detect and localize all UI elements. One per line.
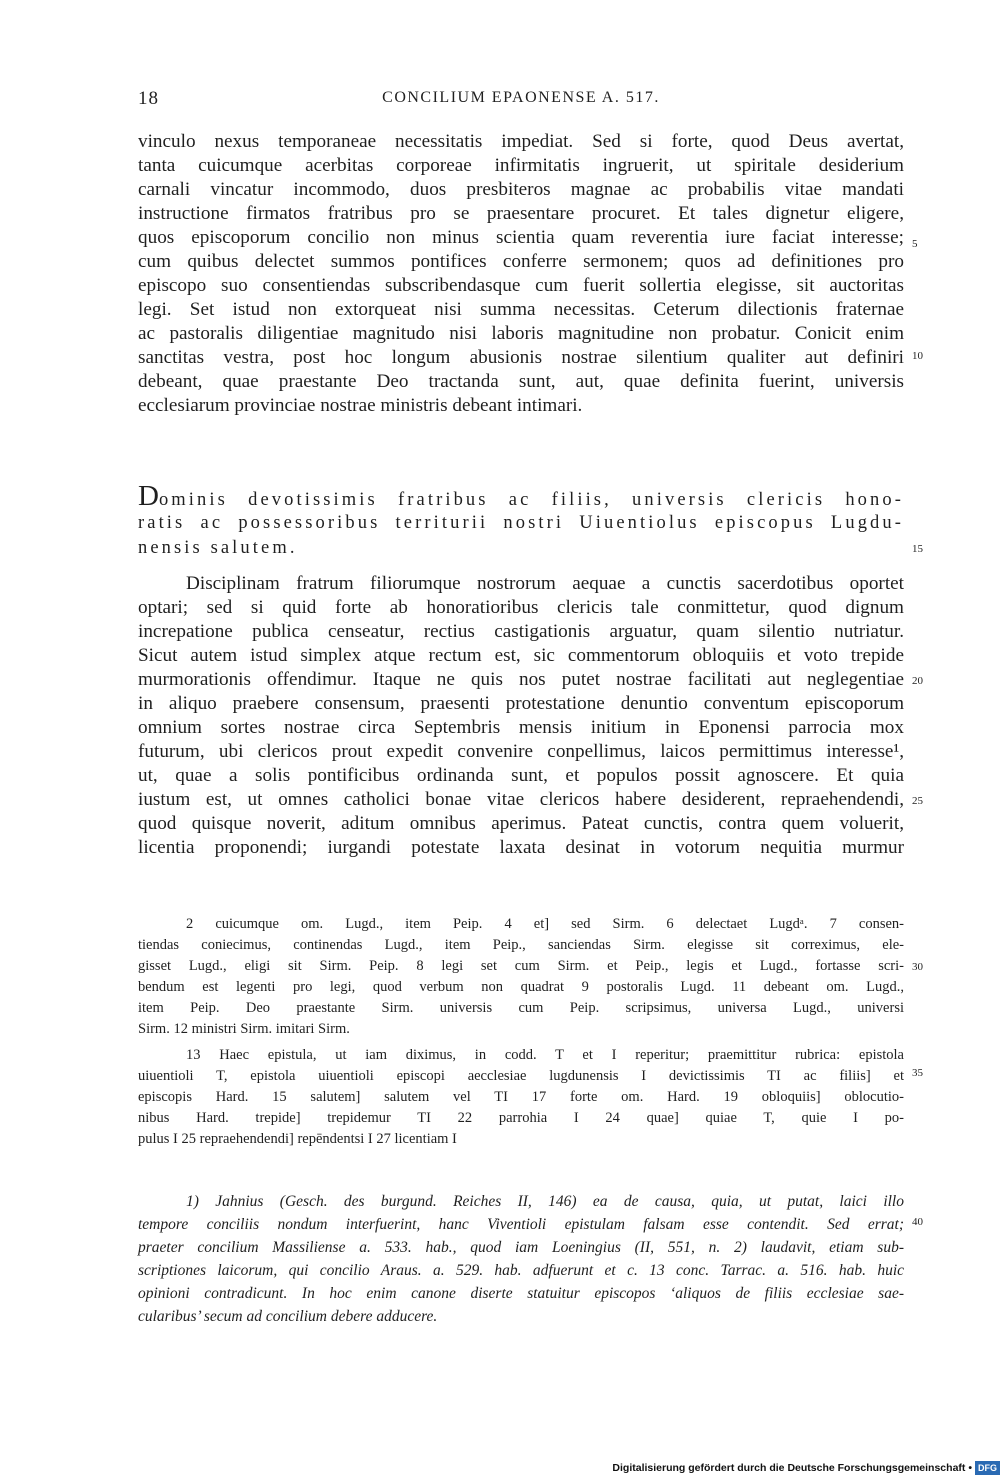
line-number: 30 [912, 961, 923, 973]
critical-apparatus-2 [138, 1045, 904, 1150]
apparatus-line: item Peip. Deo praestante Sirm. universis cum Peip. scripsimus, universa Lugd., universi [138, 1000, 904, 1016]
line-number: 10 [912, 350, 923, 362]
footnote [138, 1190, 904, 1328]
apparatus-line: pulus I 25 repraehendendi] repēndentsi I 27 licentiam I [138, 1131, 457, 1147]
apparatus-line: 13 Haec epistula, ut iam diximus, in codd. T et I reperitur; praemittitur rubrica: epistola [186, 1047, 904, 1063]
apparatus-line: Sirm. 12 ministri Sirm. imitari Sirm. [138, 1021, 350, 1037]
running-header [138, 88, 904, 114]
letter-address [138, 480, 904, 561]
text-line: iustum est, ut omnes catholici bonae vitae clericos habere desiderent, repraehendendi, [138, 789, 904, 810]
text-line: Sicut autem istud simplex atque rectum est, sic commentorum obloquiis et voto trepide [138, 645, 904, 666]
running-title: CONCILIUM EPAONENSE A. 517. [382, 89, 660, 106]
line-number: 25 [912, 795, 923, 807]
address-line: nensis salutem. [138, 538, 298, 558]
address-line [138, 480, 904, 512]
text-line: murmorationis offendimur. Itaque ne quis nos putet nostrae facilitati aut neglegentiae [138, 669, 904, 690]
text-line: cum quibus delectet summos pontifices conferre sermonem; quos ad definitiones pro [138, 251, 904, 272]
footnote-line: praeter concilium Massiliense a. 533. hab., quod iam Loeningius (II, 551, n. 2) laudavit, etiam sub- [138, 1239, 904, 1256]
text-line: in aliquo praebere consensum, praesenti protestatione denuntio conventum episcoporum [138, 693, 904, 714]
text-line: ac pastoralis diligentiae magnitudo nisi laboris magnitudine non probatur. Conicit enim [138, 323, 904, 344]
footnote-line: opinioni contradicunt. In hoc enim canone diserte statuitur episcopos ‘aliquos de filiis ecclesiae sae- [138, 1285, 904, 1302]
critical-apparatus-1 [138, 914, 904, 1040]
apparatus-line: 2 cuicumque om. Lugd., item Peip. 4 et] sed Sirm. 6 delectaet Lugdᵃ. 7 consen- [186, 916, 904, 932]
text-line: quos episcoporum concilio non minus scientia quam reverentia iure faciat interesse; [138, 227, 904, 248]
apparatus-line: tiendas coniecimus, continendas Lugd., item Peip., sanciendas Sirm. elegisse sit correximus, ele- [138, 937, 904, 953]
text-line: debeant, quae praestante Deo tractanda sunt, aut, quae definita fuerint, universis [138, 371, 904, 392]
text-line: futurum, ubi clericos prout expedit convenire conpellimus, laicos permittimus interesse¹, [138, 741, 904, 762]
footnote-line: scriptiones laicorum, qui concilio Araus. a. 529. hab. adfuerunt et c. 13 conc. Tarrac. a. 516. hab. huic [138, 1262, 904, 1279]
paragraph-1 [138, 130, 904, 418]
text-line: optari; sed si quid forte ab honoratioribus clericis tale conmittetur, quod dignum [138, 597, 904, 618]
footnote-line: 1) Jahnius (Gesch. des burgund. Reiches II, 146) ea de causa, quia, ut putat, laici illo [186, 1193, 904, 1210]
line-number: 5 [912, 238, 918, 250]
text-line: ecclesiarum provinciae nostrae ministris debeant intimari. [138, 395, 583, 416]
text-line: quod quisque noverit, aditum omnibus aperimus. Pateat cunctis, contra quem voluerit, [138, 813, 904, 834]
line-number: 35 [912, 1067, 923, 1079]
apparatus-line: gisset Lugd., eligi sit Sirm. Peip. 8 legi set cum Sirm. et Peip., legis et Lugd., fortasse scri- [138, 958, 904, 974]
text-line: increpatione publica censeatur, rectius castigationis arguatur, quam silentio nutriatur. [138, 621, 904, 642]
apparatus-line: uiuentioli T, epistola uiuentioli episcopi aecclesiae lugdunensis I devictissimis TI ac filiis] et [138, 1068, 904, 1084]
apparatus-line: bendum est legenti pro legi, quod verbum non quadrat 9 postoralis Lugd. 11 debeant om. Lugd., [138, 979, 904, 995]
text-line: Disciplinam fratrum filiorumque nostrorum aequae a cunctis sacerdotibus oportet [186, 573, 904, 594]
address-line-text: ominis devotissimis fratribus ac filiis, universis clericis hono- [158, 490, 904, 510]
apparatus-line: episcopis Hard. 15 salutem] salutem vel TI 17 forte om. Hard. 19 obloquiis] oblocutio- [138, 1089, 904, 1105]
digitization-footer [612, 1461, 1000, 1475]
paragraph-2 [138, 572, 904, 860]
text-line: licentia proponendi; iurgandi potestate laxata desinat in votorum nequitia murmur [138, 837, 904, 858]
page-number: 18 [138, 88, 159, 109]
text-line: vinculo nexus temporaneae necessitatis impediat. Sed si forte, quod Deus avertat, [138, 131, 904, 152]
dfg-logo: DFG [975, 1461, 1000, 1475]
text-line: sanctitas vestra, post hoc longum abusionis nostrae silentium qualiter aut definiri [138, 347, 904, 368]
address-line: ratis ac possessoribus territurii nostri Uiuentiolus episcopus Lugdu- [138, 513, 904, 533]
text-line: legi. Set istud non extorqueat nisi summa necessitas. Ceterum dilectionis fraternae [138, 299, 904, 320]
text-line: carnali vincatur incommodo, duos presbiteros magnae ac probabilis vitae mandati [138, 179, 904, 200]
text-line: instructione firmatos fratribus pro se praesentare procuret. Et tales dignetur eligere, [138, 203, 904, 224]
footer-text: Digitalisierung gefördert durch die Deutsche Forschungsgemeinschaft • [612, 1462, 972, 1474]
footnote-line: cularibus’ secum ad concilium debere adducere. [138, 1308, 438, 1325]
footnote-line: tempore conciliis nondum interfuerint, hanc Viventioli epistulam falsam esse contendit. Sed errat; [138, 1216, 904, 1233]
apparatus-line: nibus Hard. trepide] trepidemur TI 22 parrohia I 24 quae] quiae T, quie I po- [138, 1110, 904, 1126]
line-number: 15 [912, 543, 923, 555]
line-number: 20 [912, 675, 923, 687]
text-line: episcopo suo consentiendas subscribendasque cum fuerit sollertia elegisse, sit auctoritas [138, 275, 904, 296]
text-line: ut, quae a solis pontificibus ordinanda sunt, et populos possit agnoscere. Et quia [138, 765, 904, 786]
text-line: tanta cuicumque acerbitas corporeae infirmitatis ingruerit, ut spiritale desiderium [138, 155, 904, 176]
line-number: 40 [912, 1216, 923, 1228]
text-line: omnium sortes nostrae circa Septembris mensis initium in Eponensi parrocia mox [138, 717, 904, 738]
drop-cap: D [138, 480, 159, 512]
